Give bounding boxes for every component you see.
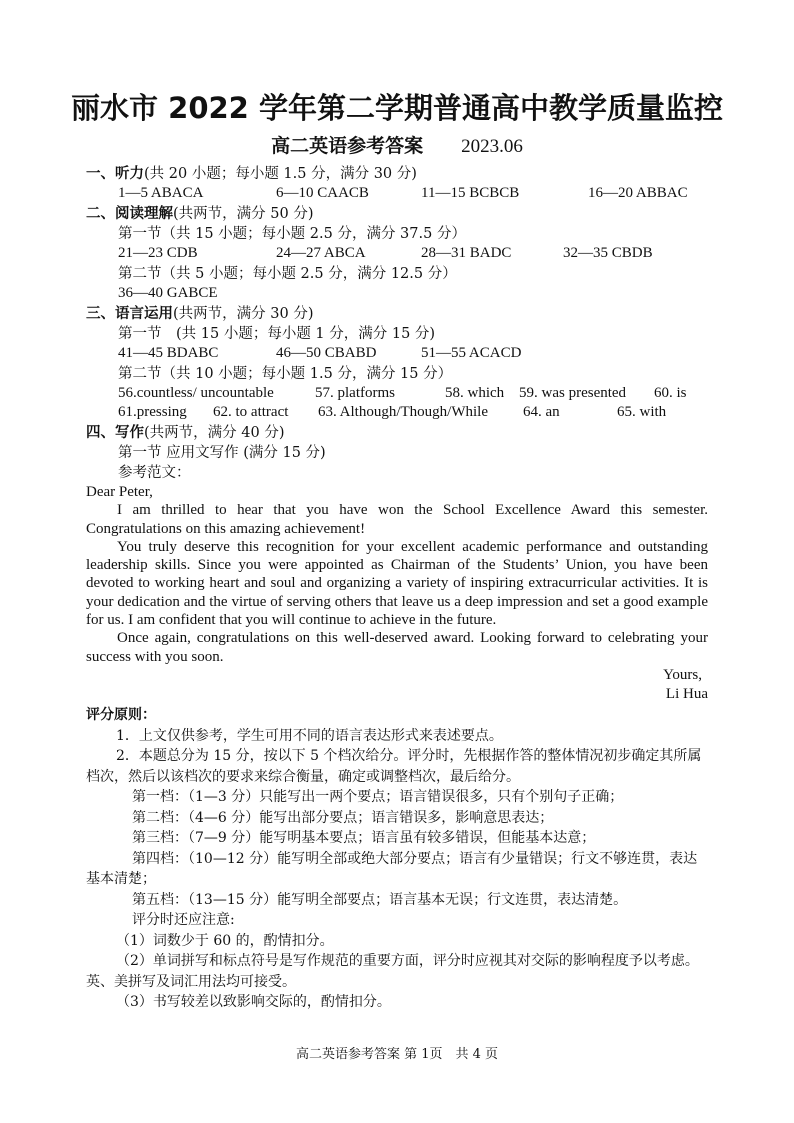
fill-answer: 62. to attract	[213, 404, 289, 420]
fill-answer: 61.pressing	[118, 404, 187, 420]
listening-heading: 一、听力	[86, 166, 144, 182]
criteria-item: 2．本题总分为 15 分，按以下 5 个档次给分。评分时，先根据作答的整体情况初步确定其所属档次，然后以该档次的要求来综合衡量，确定或调整档次，最后给分。	[86, 748, 702, 785]
letter-closing: Yours,	[663, 667, 702, 683]
fill-answer: 65. with	[617, 404, 667, 420]
criteria-level: 第四档：（10—12 分）能写明全部或绝大部分要点；语言有少量错误；行文不够连贯，表达基本清楚；	[86, 850, 698, 887]
fill-answer: 58. which	[445, 385, 505, 401]
sample-letter	[86, 483, 708, 666]
letter-signature: Li Hua	[665, 686, 708, 702]
fill-answer: 57. platforms	[315, 385, 395, 401]
language-section-header	[86, 305, 313, 323]
criteria-notice: 评分时还应注意:	[132, 912, 235, 928]
answer-group: 11—15 BCBCB	[421, 185, 520, 201]
document-title: 丽水市 2022 学年第二学期普通高中教学质量监控	[71, 91, 723, 125]
criteria-item: 1．上文仅供参考，学生可用不同的语言表达形式来表述要点。	[116, 727, 503, 744]
answer-group: 51—55 ACACD	[421, 345, 522, 361]
answer-group: 6—10 CAACB	[276, 185, 369, 201]
writing-heading: 四、写作	[86, 425, 144, 441]
answer-group: 1—5 ABACA	[118, 185, 204, 201]
page-footer: 高二英语参考答案 第 1页 共 4 页	[295, 1047, 499, 1062]
reading-part2-note: 第二节（共 5 小题；每小题 2.5 分，满分 12.5 分）	[118, 266, 457, 282]
criteria-heading: 评分原则：	[86, 707, 156, 723]
scoring-criteria	[86, 705, 708, 1013]
writing-part1-note: 第一节 应用文写作 (满分 15 分)	[118, 445, 326, 461]
answer-group: 28—31 BADC	[421, 245, 512, 261]
language-part2-note: 第二节（共 10 小题；每小题 1.5 分，满分 15 分）	[118, 366, 453, 382]
criteria-level: 第三档：（7—9 分）能写明基本要点；语言虽有较多错误，但能基本达意；	[132, 830, 596, 846]
answer-group: 46—50 CBABD	[276, 345, 377, 361]
language-part1-note: 第一节 (共 15 小题；每小题 1 分，满分 15 分)	[118, 326, 436, 342]
criteria-level: 第一档：（1—3 分）只能写出一两个要点；语言错误很多，只有个别句子正确；	[132, 789, 624, 805]
language-heading: 三、语言运用	[86, 306, 173, 322]
criteria-note: （3）书写较差以致影响交际的，酌情扣分。	[116, 994, 391, 1010]
fill-answer: 60. is	[654, 385, 687, 401]
answer-group: 32—35 CBDB	[563, 245, 653, 261]
letter-paragraph: I am thrilled to hear that you have won the School Excellence Award this semester. Congratulations on this amazing achievement!	[86, 502, 708, 537]
document-subtitle	[0, 131, 794, 158]
reading-heading: 二、阅读理解	[86, 206, 173, 222]
reading-note: (共两节，满分 50 分)	[173, 206, 314, 222]
criteria-level: 第二档：（4—6 分）能写出部分要点；语言错误多，影响意思表达；	[132, 809, 554, 826]
fill-answer: 56.countless/ uncountable	[118, 385, 274, 401]
writing-section-header	[86, 424, 284, 442]
letter-paragraph: You truly deserve this recognition for your excellent academic performance and outstanding leadership skills. Since you were appointed as Chairman of the Students’ Union, you have been devoted to working heart and soul and organizing a variety of inspiring extracurricular activities. It is your dedication and the virtue of serving others that leave us a deep impression and set a good example for us. I am confident that you will continue to achieve in the future.	[86, 538, 708, 629]
answer-group: 36—40 GABCE	[118, 285, 218, 301]
fill-answer: 59. was presented	[519, 385, 627, 401]
reading-section-header	[86, 205, 313, 223]
fill-answer: 63. Although/Though/While	[318, 404, 488, 420]
subtitle-date: 2023.06	[461, 136, 523, 157]
reading-part1-note: 第一节（共 15 小题；每小题 2.5 分，满分 37.5 分）	[118, 226, 466, 242]
writing-note: (共两节，满分 40 分)	[144, 425, 285, 441]
answer-group: 41—45 BDABC	[118, 345, 219, 361]
sample-essay-label: 参考范文：	[118, 465, 191, 481]
letter-salutation: Dear Peter,	[86, 484, 153, 500]
letter-paragraph: Once again, congratulations on this well-deserved award. Looking forward to celebrating your success with you soon.	[86, 630, 708, 665]
answer-group: 24—27 ABCA	[276, 245, 366, 261]
listening-section-header	[86, 165, 417, 183]
answer-group: 21—23 CDB	[118, 245, 198, 261]
subtitle-text: 高二英语参考答案	[271, 135, 424, 157]
fill-answer: 64. an	[523, 404, 560, 420]
listening-note: (共 20 小题；每小题 1.5 分，满分 30 分)	[144, 166, 417, 182]
criteria-note: （1）词数少于 60 的，酌情扣分。	[116, 932, 334, 949]
criteria-note: （2）单词拼写和标点符号是写作规范的重要方面，评分时应视其对交际的影响程度予以考虑。英、美拼写及词汇用法均可接受。	[86, 953, 699, 990]
answer-group: 16—20 ABBAC	[588, 185, 688, 201]
language-note: (共两节，满分 30 分)	[173, 306, 314, 322]
criteria-level: 第五档：（13—15 分）能写明全部要点；语言基本无误；行文连贯，表达清楚。	[132, 891, 628, 908]
